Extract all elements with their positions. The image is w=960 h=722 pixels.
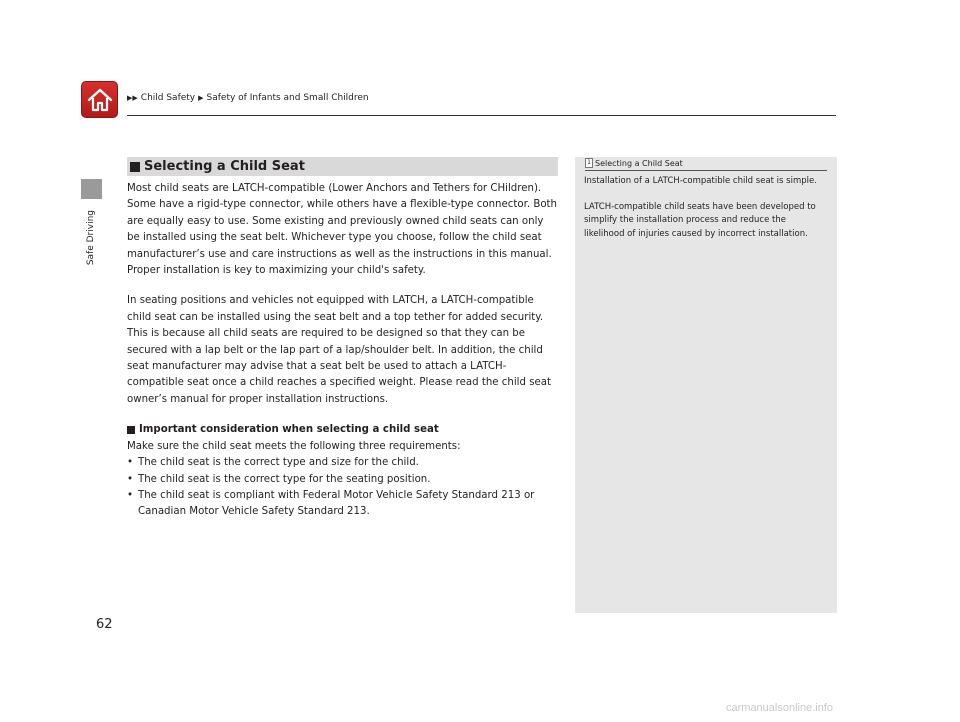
home-button[interactable] xyxy=(81,81,118,118)
list-item: • The child seat is the correct type for the seating position. xyxy=(127,472,559,488)
requirements-intro: Make sure the child seat meets the following three requirements: xyxy=(127,440,461,452)
chapter-label: Safe Driving xyxy=(86,210,96,266)
page-number: 62 xyxy=(96,617,113,632)
breadcrumb xyxy=(127,93,369,103)
sidebar-notes xyxy=(584,175,829,241)
bullet-dot-icon: • xyxy=(127,457,134,469)
breadcrumb-item-infants[interactable]: Safety of Infants and Small Children xyxy=(206,93,369,103)
sidebar-title-text: Selecting a Child Seat xyxy=(595,158,683,168)
chevron-right-icon: ▶ xyxy=(198,94,204,102)
sidebar-note: LATCH-compatible child seats have been developed to simplify the installation process and reduce the likelihood of injuries caused by incorrect installation. xyxy=(584,201,816,239)
list-item: • The child seat is compliant with Federal Motor Vehicle Safety Standard 213 or Canadian Motor Vehicle Safety Standard 213. xyxy=(127,488,559,521)
home-icon xyxy=(86,87,114,113)
square-bullet-icon xyxy=(127,426,135,434)
paragraph: In seating positions and vehicles not equipped with LATCH, a LATCH-compatible child seat can be installed using the seat belt and a top tether for added security. This is because all child seats are required to be designed so that they can be secured with a lap belt or the lap part of a lap/shoulder belt. In addition, the child seat manufacturer may advise that a seat belt be used to attach a LATCH-compatible seat once a child reaches a specified weight. Please read the child seat owner’s manual for proper installation instructions. xyxy=(127,295,552,405)
section-heading xyxy=(127,157,558,176)
main-content xyxy=(127,181,559,521)
square-bullet-icon xyxy=(130,162,140,172)
subheading-text: Important consideration when selecting a child seat xyxy=(139,424,439,436)
list-item: • The child seat is the correct type and size for the child. xyxy=(127,455,559,471)
sidebar-title xyxy=(585,158,827,171)
bullet-dot-icon: • xyxy=(127,489,134,501)
subheading xyxy=(127,422,559,438)
paragraph: Most child seats are LATCH-compatible (Lower Anchors and Tethers for CHildren). Some have a rigid-type connector, while others have a flexible-type connector. Both are equally easy to use. Some existing and previously owned child seats can only be installed using the seat belt. Whichever type you choose, follow the child seat manufacturer’s use and care instructions as well as the instructions in this manual. Proper installation is key to maximizing your child's safety. xyxy=(127,183,558,277)
reference-number-badge: 1 xyxy=(585,158,593,168)
sidebar-note: Installation of a LATCH-compatible child seat is simple. xyxy=(584,176,817,186)
breadcrumb-item-child-safety[interactable]: Child Safety xyxy=(140,93,196,103)
header-divider xyxy=(127,115,836,116)
section-title: Selecting a Child Seat xyxy=(144,159,305,174)
chevron-right-icon: ▶▶ xyxy=(127,94,138,102)
bullet-dot-icon: • xyxy=(127,473,134,485)
chapter-tab-marker xyxy=(81,179,102,199)
watermark: carmanualsonline.info xyxy=(726,702,834,714)
